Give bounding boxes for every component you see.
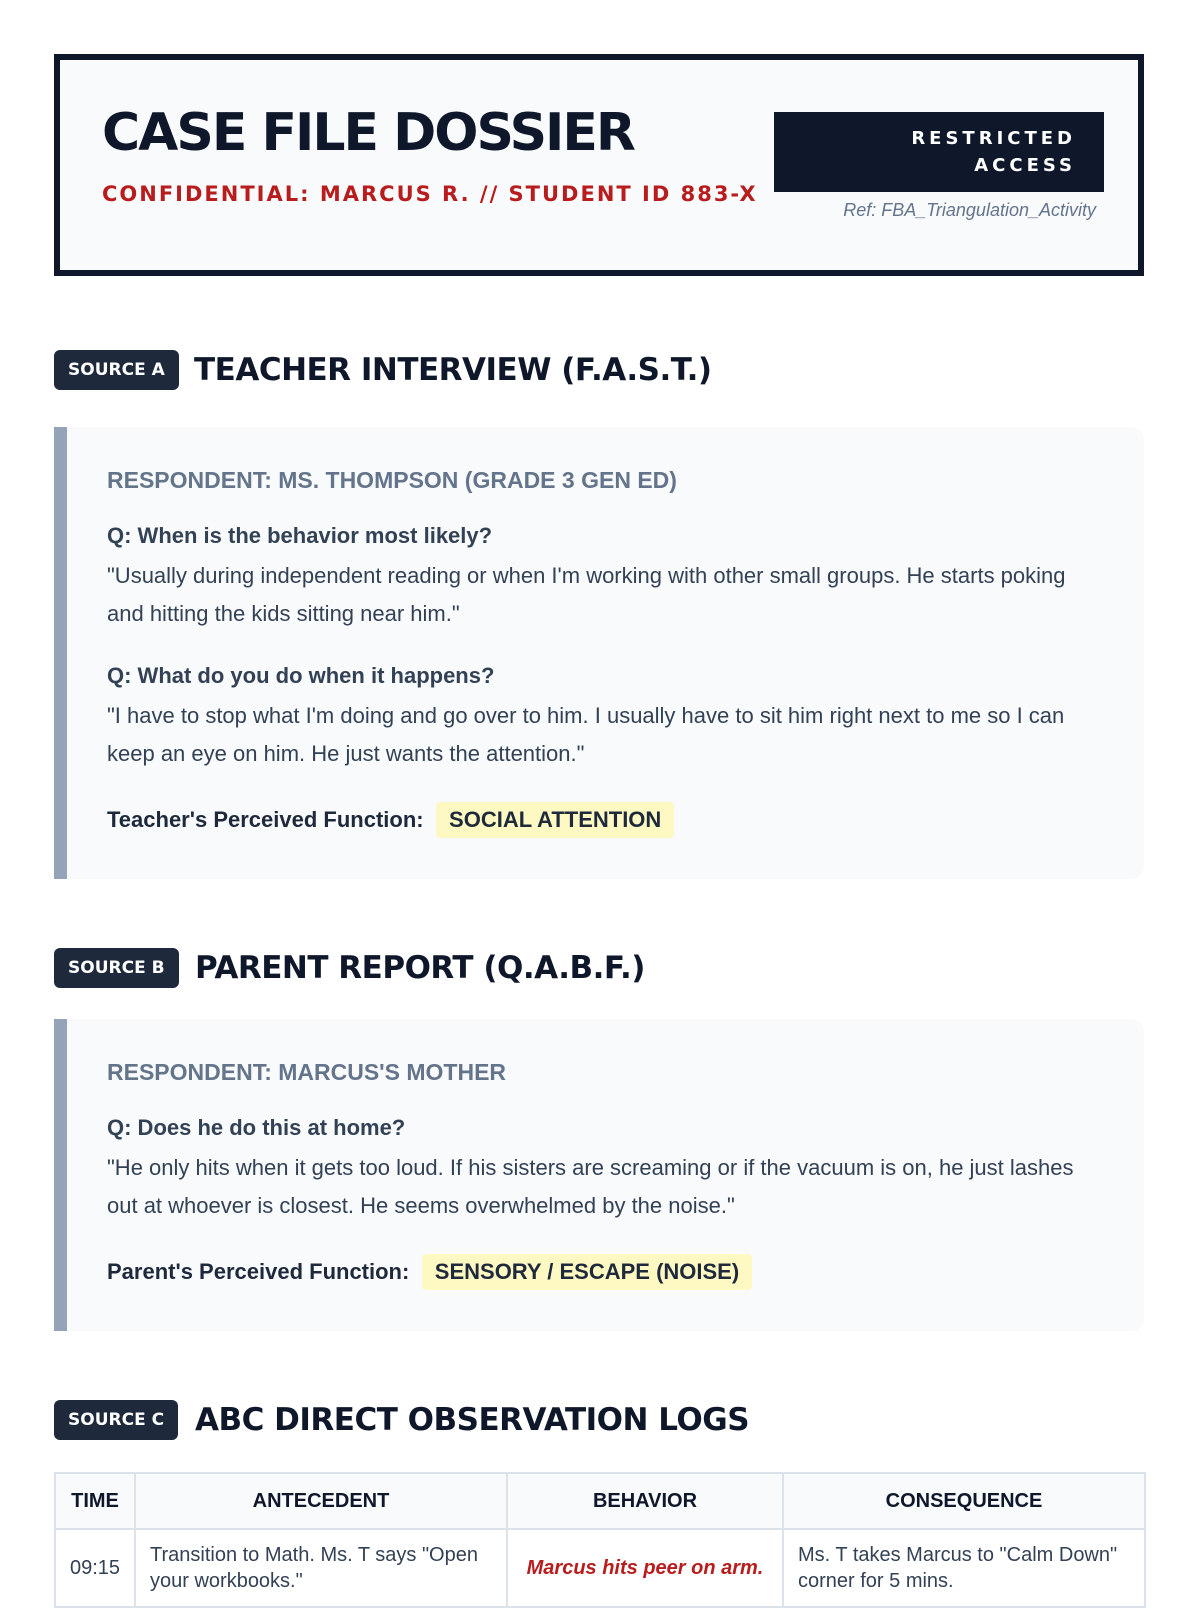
source-a-respondent: RESPONDENT: MS. THOMPSON (GRADE 3 GEN ED) [107, 467, 677, 493]
source-b-title: PARENT REPORT (Q.A.B.F.) [195, 950, 645, 986]
restricted-line-2: ACCESS [974, 155, 1076, 176]
source-c-title: ABC DIRECT OBSERVATION LOGS [195, 1402, 750, 1438]
page-title: CASE FILE DOSSIER [102, 103, 634, 163]
confidential-subtitle: CONFIDENTIAL: MARCUS R. // STUDENT ID 883-X [102, 182, 758, 206]
source-a-answer-1: "Usually during independent reading or when I'm working with other small groups. He starts poking and hitting the kids sitting near him." [107, 563, 1066, 626]
cell-consequence: Ms. T takes Marcus to "Calm Down" corner for 5 mins. [783, 1529, 1145, 1607]
source-a-function-tag: SOCIAL ATTENTION [436, 802, 674, 838]
source-c-badge: SOURCE C [54, 1400, 178, 1440]
source-b-question-1: Q: Does he do this at home? [107, 1115, 406, 1140]
table-header-row [55, 1473, 1145, 1529]
source-a-answer-2: "I have to stop what I'm doing and go over to him. I usually have to sit him right next to me so I can keep an eye on him. He just wants the attention." [107, 703, 1065, 766]
source-a-badge: SOURCE A [54, 350, 179, 390]
cell-antecedent: Transition to Math. Ms. T says "Open your workbooks." [135, 1529, 507, 1607]
column-header-antecedent: ANTECEDENT [135, 1473, 507, 1529]
source-b-function [107, 1253, 752, 1291]
abc-observation-table [54, 1472, 1146, 1608]
restricted-line-1: RESTRICTED [911, 128, 1076, 149]
column-header-behavior: BEHAVIOR [507, 1473, 783, 1529]
source-b-answer-1: "He only hits when it gets too loud. If his sisters are screaming or if the vacuum is on, he just lashes out at whoever is closest. He seems overwhelmed by the noise." [107, 1155, 1074, 1218]
source-b-function-tag: SENSORY / ESCAPE (NOISE) [422, 1254, 752, 1290]
cell-time: 09:15 [55, 1529, 135, 1607]
source-b-card [54, 1019, 1144, 1331]
column-header-consequence: CONSEQUENCE [783, 1473, 1145, 1529]
source-b-respondent: RESPONDENT: MARCUS'S MOTHER [107, 1059, 507, 1085]
reference-label: Ref: FBA_Triangulation_Activity [843, 200, 1096, 220]
dossier-header [54, 54, 1144, 276]
source-a-card [54, 427, 1144, 879]
source-a-question-1: Q: When is the behavior most likely? [107, 523, 493, 548]
source-a-function-label: Teacher's Perceived Function: [107, 807, 424, 832]
table-row [55, 1529, 1145, 1607]
cell-behavior: Marcus hits peer on arm. [507, 1529, 783, 1607]
source-b-badge: SOURCE B [54, 948, 179, 988]
source-a-question-2: Q: What do you do when it happens? [107, 663, 495, 688]
restricted-access-stamp [774, 112, 1104, 192]
source-b-function-label: Parent's Perceived Function: [107, 1259, 410, 1284]
source-a-function [107, 801, 674, 839]
column-header-time: TIME [55, 1473, 135, 1529]
source-a-title: TEACHER INTERVIEW (F.A.S.T.) [194, 352, 712, 388]
